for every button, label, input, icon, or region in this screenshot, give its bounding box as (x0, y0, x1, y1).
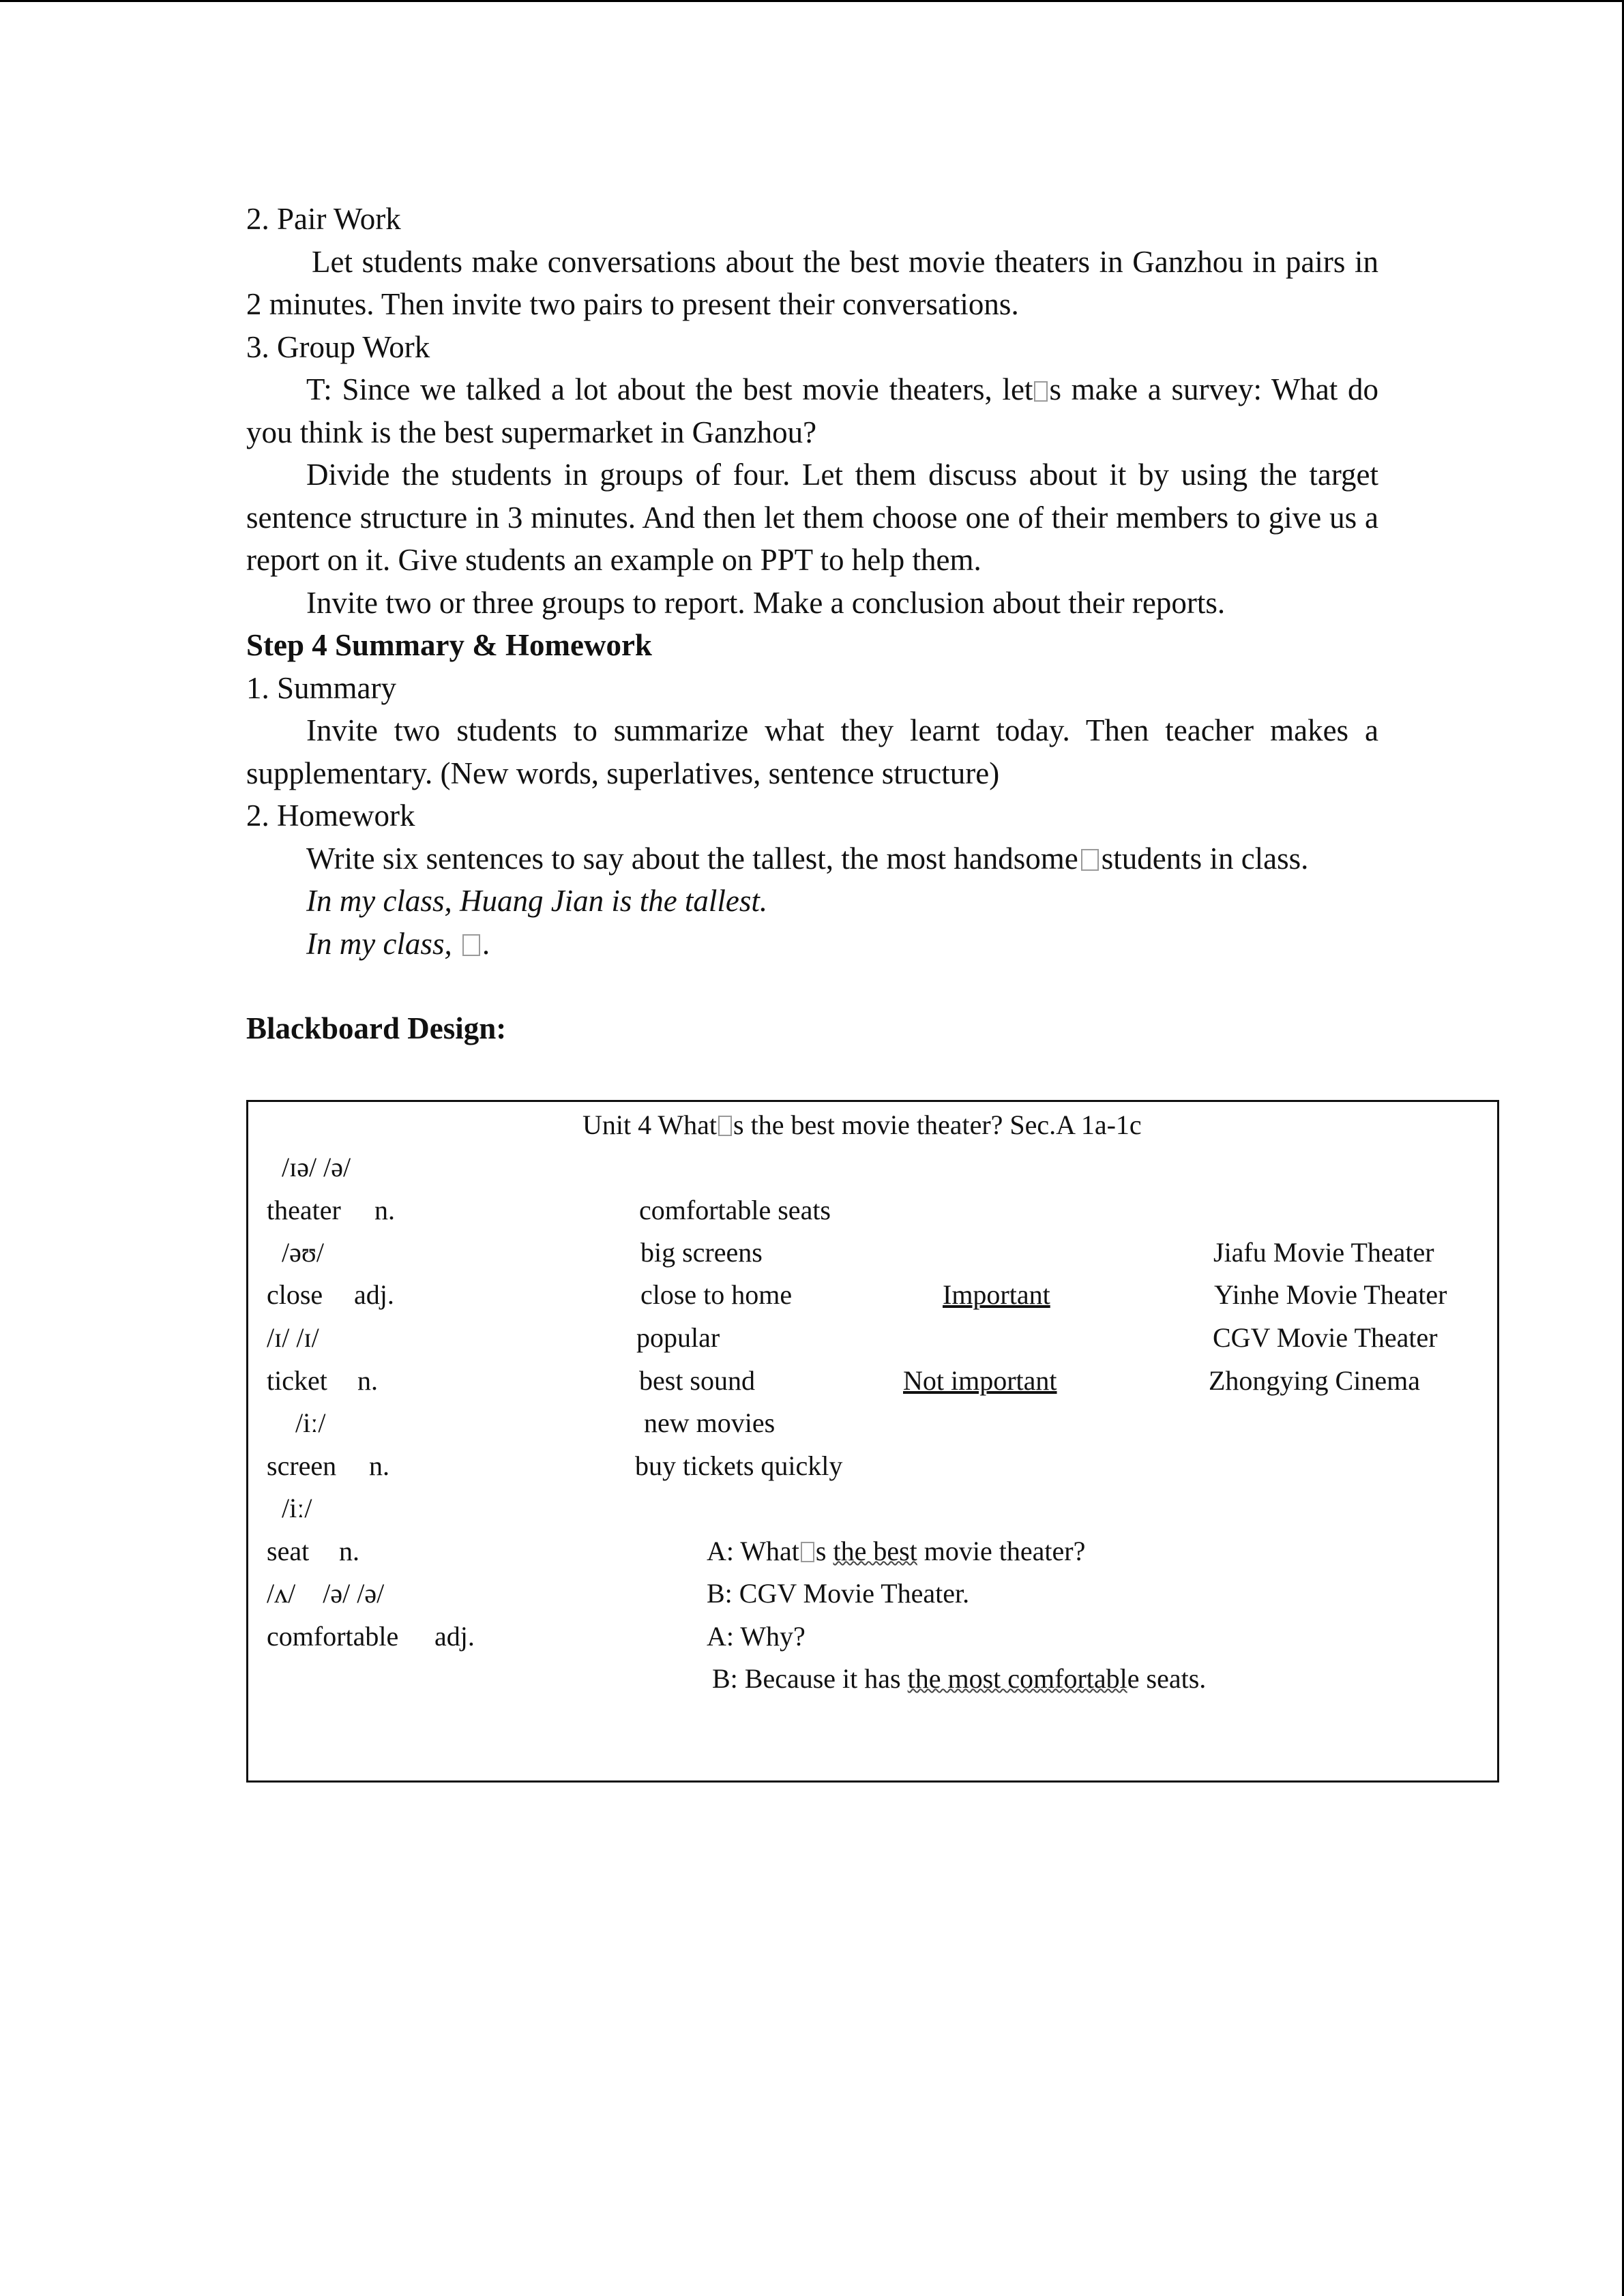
homework-text-start: Write six sentences to say about the tallest, the most handsome (306, 841, 1078, 876)
homework-example-1: In my class, Huang Jian is the tallest. (306, 884, 768, 918)
dialogue-line-b1: B: CGV Movie Theater. (707, 1578, 970, 1609)
factor-item: comfortable seats (639, 1195, 831, 1225)
title-start: Unit 4 What (582, 1109, 718, 1140)
group-work-invite-text: Invite two or three groups to report. Make a conclusion about their reports. (306, 585, 1226, 620)
vocab-pos-seat: n. (339, 1536, 359, 1566)
step4-heading: Step 4 Summary & Homework (246, 628, 652, 662)
vocab-pos-close: adj. (354, 1279, 394, 1310)
theater-item: CGV Movie Theater (1213, 1322, 1438, 1353)
group-work-heading: 3. Group Work (246, 329, 430, 364)
theater-item: Zhongying Cinema (1209, 1365, 1420, 1396)
theater-item: Jiafu Movie Theater (1213, 1237, 1434, 1268)
example-2-end: . (482, 926, 491, 961)
phonetic-screen: /iː/ (295, 1407, 326, 1438)
pair-work-heading: 2. Pair Work (246, 202, 401, 236)
document-body (246, 198, 1378, 1050)
phonetic-ticket: /ɪ/ /ɪ/ (267, 1322, 319, 1353)
vocab-word-screen: screen (267, 1450, 337, 1481)
important-label: Important (943, 1279, 1050, 1310)
dialogue-line-b2 (712, 1658, 1206, 1701)
vocab-pos-ticket: n. (357, 1365, 378, 1396)
vocab-word-seat: seat (267, 1536, 310, 1566)
vocab-pos-comfortable: adj. (434, 1621, 475, 1652)
missing-glyph-box (462, 934, 480, 956)
vocab-word-theater: theater (267, 1195, 341, 1225)
dialogue-line-a2: A: Why? (707, 1621, 806, 1652)
factor-item: close to home (640, 1279, 793, 1310)
vocab-pos-theater: n. (374, 1195, 395, 1225)
vocab-word-ticket: ticket (267, 1365, 327, 1396)
vocab-word-comfortable: comfortable (267, 1621, 399, 1652)
page-border-top (0, 0, 1624, 2)
example-2-start: In my class, (306, 926, 452, 961)
summary-text: Invite two students to summarize what they learnt today. Then teacher makes a supplementary. (New words, superlatives, sentence structure) (246, 713, 1378, 790)
dialogue-b2-end: e seats. (1127, 1663, 1207, 1694)
dialogue-a1-end: movie theater? (924, 1536, 1086, 1566)
factor-item: popular (636, 1322, 720, 1353)
homework-heading: 2. Homework (246, 799, 415, 833)
factor-item: new movies (644, 1407, 776, 1438)
dialogue-a1-s: s (815, 1536, 827, 1566)
phonetic-seat: /iː/ (282, 1493, 312, 1523)
dialogue-b2-superlative: the most comfortabl (907, 1663, 1127, 1694)
missing-glyph-box (1034, 381, 1048, 402)
vocab-word-close: close (267, 1279, 323, 1310)
group-work-divide-text: Divide the students in groups of four. Let them discuss about it by using the target sentence structure in 3 minutes. And then let them choose one of their members to give us a report on it. Give students an example on PPT to help them. (246, 458, 1378, 577)
factor-item: best sound (639, 1365, 755, 1396)
factor-item: buy tickets quickly (635, 1450, 843, 1481)
theater-item: Yinhe Movie Theater (1214, 1279, 1447, 1310)
not-important-label: Not important (903, 1365, 1057, 1396)
phonetic-close: /əʊ/ (282, 1237, 324, 1268)
vocab-pos-screen: n. (369, 1450, 389, 1481)
dialogue-a1-start: A: What (707, 1536, 799, 1566)
spacer (246, 965, 1378, 1007)
summary-heading: 1. Summary (246, 670, 396, 705)
blackboard-title (582, 1104, 1142, 1147)
phonetic-comfortable: /ʌ/ /ə/ /ə/ (267, 1578, 385, 1609)
homework-example-2 (246, 923, 1378, 966)
teacher-line-start: T: Since we talked a lot about the best movie theaters, let (306, 372, 1033, 406)
pair-work-text: Let students make conversations about the best movie theaters in Ganzhou in pairs in 2 minutes. Then invite two pairs to present their conversations. (246, 244, 1378, 321)
title-end: s the best movie theater? Sec.A 1a-1c (733, 1109, 1142, 1140)
blackboard-design-box (246, 1100, 1499, 1783)
missing-glyph-box (801, 1542, 814, 1562)
homework-text (246, 837, 1378, 880)
homework-text-end: students in class. (1101, 841, 1309, 876)
factor-item: big screens (640, 1237, 763, 1268)
dialogue-line-a1 (707, 1530, 1085, 1573)
dialogue-a1-superlative: the best (833, 1536, 917, 1566)
missing-glyph-box (718, 1116, 732, 1136)
teacher-line-rest: s make a survey: What do you think is the best supermarket in Ganzhou? (246, 372, 1378, 449)
missing-glyph-box (1081, 849, 1099, 871)
blackboard-heading: Blackboard Design: (246, 1011, 507, 1045)
phonetic-theater: /ɪə/ /ə/ (282, 1152, 351, 1182)
group-work-teacher-line (246, 368, 1378, 453)
dialogue-b2-start: B: Because it has (712, 1663, 901, 1694)
